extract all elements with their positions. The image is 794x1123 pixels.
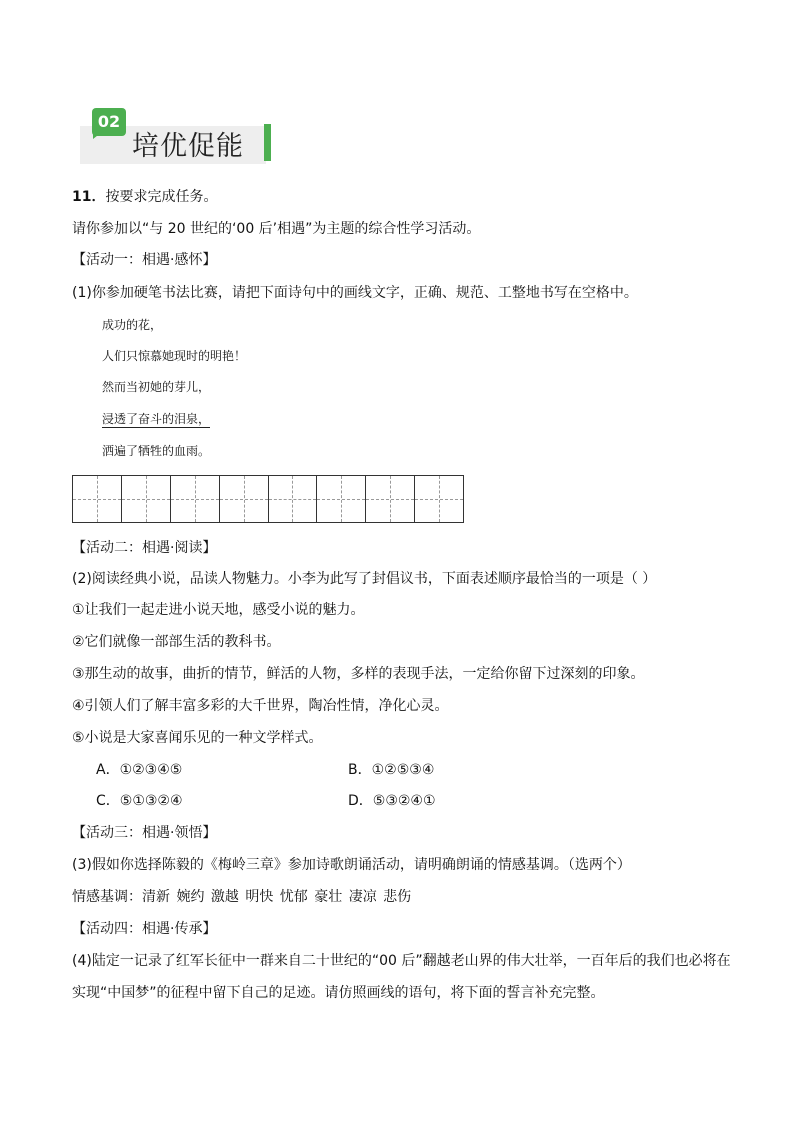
grid-cell[interactable] — [269, 476, 318, 522]
emotional-tones: 情感基调：清新 婉约 激越 明快 忧郁 豪壮 凄凉 悲伤 — [72, 889, 412, 905]
activity1-task: (1)你参加硬笔书法比赛，请把下面诗句中的画线文字，正确、规范、工整地书写在空格中。 — [72, 285, 638, 301]
sentence-item: ③那生动的故事，曲折的情节，鲜活的人物，多样的表现手法，一定给你留下过深刻的印象。 — [72, 666, 645, 682]
grid-cell[interactable] — [73, 476, 122, 522]
question-heading — [72, 187, 217, 207]
sentence-item: ④引领人们了解丰富多彩的大千世界，陶冶性情，净化心灵。 — [72, 698, 449, 714]
activity3-title: 【活动三：相遇·领悟】 — [72, 825, 217, 841]
option-a[interactable] — [96, 760, 182, 780]
poem-line: 成功的花， — [102, 318, 163, 332]
option-value: ⑤③②④① — [372, 793, 436, 809]
grid-cell[interactable] — [122, 476, 171, 522]
sentence-item: ②它们就像一部部生活的教科书。 — [72, 634, 281, 650]
option-b[interactable] — [348, 760, 434, 780]
option-value: ①②⑤③④ — [371, 762, 435, 778]
grid-cell[interactable] — [366, 476, 415, 522]
activity2-task: (2)阅读经典小说，品读人物魅力。小李为此写了封倡议书，下面表述顺序最恰当的一项是（ ） — [72, 571, 657, 587]
poem-line-underlined — [102, 410, 210, 428]
poem-line: 然而当初她的芽儿， — [102, 380, 211, 394]
question-intro: 请你参加以“与 20 世纪的‘00 后’相遇”为主题的综合性学习活动。 — [72, 221, 481, 237]
section-banner — [80, 104, 276, 164]
grid-cell[interactable] — [317, 476, 366, 522]
poem-line: 洒遍了牺牲的血雨。 — [102, 444, 211, 458]
grid-cell[interactable] — [220, 476, 269, 522]
activity4-task-line2: 实现“中国梦”的征程中留下自己的足迹。请仿照画线的语句，将下面的誓言补充完整。 — [72, 985, 605, 1001]
option-c[interactable] — [96, 791, 183, 811]
option-label: A． — [96, 762, 120, 778]
activity1-title: 【活动一：相遇·感怀】 — [72, 252, 217, 268]
option-value: ①②③④⑤ — [119, 762, 183, 778]
activity4-task-line1: (4)陆定一记录了红军长征中一群来自二十世纪的“00 后”翻越老山界的伟大壮举，一百年后的我们也必将在 — [72, 953, 731, 969]
option-label: B． — [348, 762, 372, 778]
underlined-text: 浸透了奋斗的泪泉， — [102, 412, 211, 426]
activity4-title: 【活动四：相遇·传承】 — [72, 921, 217, 937]
question-instruction: 按要求完成任务。 — [105, 189, 218, 205]
section-number-badge: 02 — [92, 108, 126, 136]
sentence-item: ⑤小说是大家喜闻乐见的一种文学样式。 — [72, 730, 323, 746]
option-label: D． — [348, 793, 373, 809]
poem-line: 人们只惊慕她现时的明艳！ — [102, 349, 247, 363]
option-label: C． — [96, 793, 120, 809]
badge-tail — [93, 132, 102, 139]
activity2-title: 【活动二：相遇·阅读】 — [72, 540, 217, 556]
activity3-task: (3)假如你选择陈毅的《梅岭三章》参加诗歌朗诵活动，请明确朗诵的情感基调。（选两个） — [72, 857, 631, 873]
option-value: ⑤①③②④ — [119, 793, 183, 809]
accent-bar — [264, 124, 271, 161]
sentence-item: ①让我们一起走进小说天地，感受小说的魅力。 — [72, 602, 365, 618]
writing-grid[interactable] — [72, 475, 464, 523]
section-title: 培优促能 — [132, 131, 244, 162]
question-number: 11． — [72, 189, 106, 205]
grid-cell[interactable] — [171, 476, 220, 522]
option-d[interactable] — [348, 791, 436, 811]
grid-cell[interactable] — [415, 476, 463, 522]
